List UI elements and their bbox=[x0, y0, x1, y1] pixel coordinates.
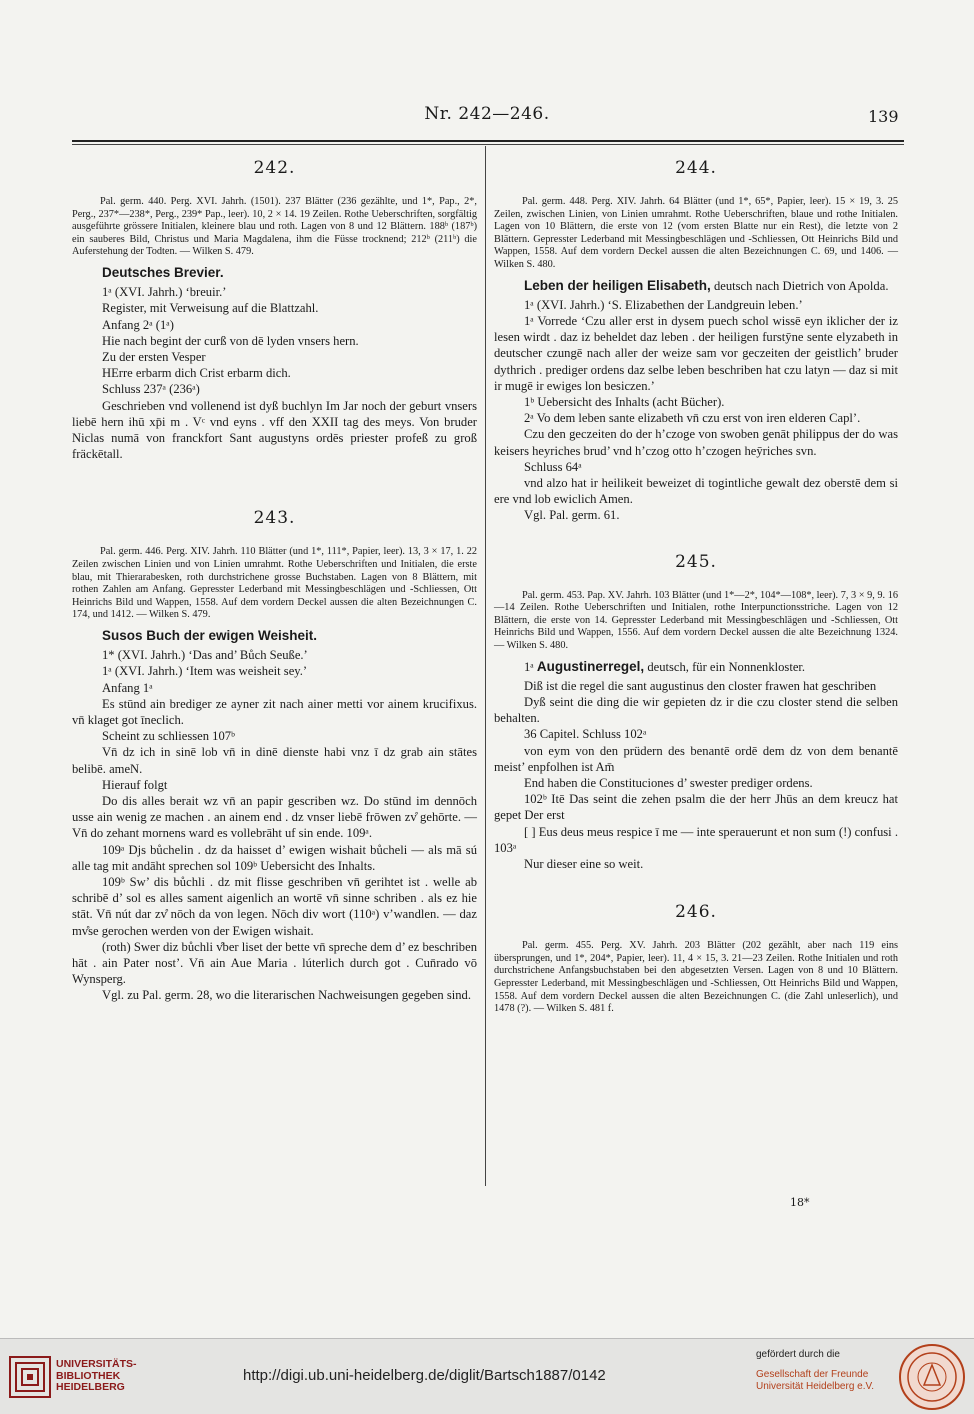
entry-243-line: 1ᵃ (XVI. Jahrh.) ‘Item was weisheit sey.’ bbox=[102, 664, 308, 679]
library-name-line: BIBLIOTHEK bbox=[56, 1369, 121, 1382]
entry-243-line: (roth) Swer diz bůchli v̊ber liset der bette vn̄ spreche dem d’ ez beschriben hāt . ain Pater nost’. Vn̄ ain Aue Maria . lúterlich durch got . Cun̄rado vō Wynsperg. bbox=[72, 939, 477, 987]
entry-242-line: HErre erbarm dich Crist erbarm dich. bbox=[102, 366, 291, 381]
running-title: Nr. 242—246. bbox=[424, 104, 550, 124]
entry-245-line: von eym von den prüdern des benantē ordē dem dz von dem benantē meist’ enpfolhen ist Am̄ bbox=[494, 743, 898, 774]
entry-244-title: Leben der heiligen Elisabeth, bbox=[524, 277, 711, 293]
entry-243-line: Anfang 1ᵃ bbox=[102, 680, 153, 695]
entry-245-description: Pal. germ. 453. Pap. XV. Jahrh. 103 Blätter (und 1*—2*, 104*—108*, leer). 7, 3 × 9, 9. 16—14 Zeilen. Rothe Ueberschriften und Initialen, rothe Interpunctionsstriche. Lagen von 12 Blättern, die erste von 14. Gepresster Lederband mit Messingbeschlägen und -Schliessen, Ott Heinrichs Bild und Wappen, 1556. Auf dem vordern Deckel aussen die alte Bezeichnung 1324. — Wilken S. 480. bbox=[494, 589, 898, 651]
entry-242-line: Hie nach begint der curß von dē lyden vnsers hern. bbox=[102, 333, 359, 348]
entry-244-line: 2ᵃ Vo dem leben sante elizabeth vn̄ czu erst von iren elderen Capl’. bbox=[524, 411, 861, 426]
entry-243-title: Susos Buch der ewigen Weisheit. bbox=[102, 627, 318, 643]
entry-245-heading bbox=[494, 659, 898, 675]
entry-245-title: Augustinerregel, bbox=[536, 658, 645, 674]
entry-245-line: Nur dieser eine so weit. bbox=[524, 857, 644, 872]
entry-243-line: Vn̄ dz ich in sinē lob vn̄ in dinē dienste habi vnz ī dz grab ain stātes belibē. ameN. bbox=[72, 745, 477, 776]
entry-243-line: Do dis alles berait wz vn̄ an papir gescriben wz. Do stūnd im dennōch usse ain wenig ze machen . an ainem end . dz vnser liebē frōwen zv̊ gehōrte. — Vn̄ do zehant mornens ward es vollebrāht uf sin ende. 109ᵃ. bbox=[72, 794, 477, 841]
entry-number-243: 243. bbox=[253, 508, 296, 529]
entry-245-title-rest: deutsch, für ein Nonnenkloster. bbox=[644, 659, 806, 674]
entry-242-line: Zu der ersten Vesper bbox=[102, 349, 206, 364]
entry-243-description: Pal. germ. 446. Perg. XIV. Jahrh. 110 Blätter (und 1*, 111*, Papier, leer). 13, 3 × 17, 1. 22 Zeilen zwischen Linien und von Linien umrahmt. Rothe Ueberschriften und Initialen, die erste blau, mit Thierarabesken, roth durchstrichene grosse Buchstaben. Lagen von 8 Blättern, mit rothen Zahlen am Anfang. Gepresster Lederband mit Messingbeschlägen und -Schliessen, Ott Heinrichs Bild und Wappen, 1558. Auf dem vordern Deckel aussen die alten Bezeichnungen C. 174, und 1412. — Wilken S. 479. bbox=[72, 546, 477, 621]
entry-245-line: Dyß seint die ding die wir gepieten dz ir die czu closter stend die selben behalten. bbox=[494, 694, 898, 726]
entry-242-line: 1ᵃ (XVI. Jahrh.) ‘breuir.’ bbox=[102, 285, 227, 300]
entry-245-title-prefix: 1ᵃ bbox=[524, 659, 537, 674]
entry-242-line: Register, mit Verweisung auf die Blattzahl. bbox=[102, 301, 319, 316]
entry-number-246: 246. bbox=[675, 902, 717, 923]
digitization-footer bbox=[0, 1338, 974, 1414]
header-rule bbox=[72, 140, 904, 142]
entry-245-line: 102ᵇ Itē Das seint die zehen psalm die der herr Jhūs an dem kreucz hat gepet Der erst bbox=[494, 792, 898, 823]
header-rule-thin bbox=[72, 144, 904, 145]
entry-243-line: 109ᵇ Sw’ dis bůchli . dz mit flisse geschriben vn̄ gerihtet ist . welle ab schribē d’ sol es alles sament aigenlich an wortē vn̄ sinne schriben . als ez hie stāt. Vn̄ nút dar zv̊ nōch da von legen. Nōch div wort (110ᵃ) v’wandlen. — daz mv̊se gerochen werden von der Ewigen wishait. bbox=[72, 875, 477, 938]
entry-243-line: 1* (XVI. Jahrh.) ‘Das and’ Bůch Seuße.’ bbox=[102, 648, 308, 663]
right-column bbox=[494, 148, 898, 1022]
entry-244-line: 1ᵃ Vorrede ‘Czu aller erst in dysem puech schol wissē eyn iklicher der iz lesen wirdt . daz iz beheldet daz leben . der heiligen furstȳne sente elyzabeth in deutscher czungē nach aller der weize sam vor geczeiten der geistlich’ bruder dythrich . prediger ordens daz selbe leben beschriben hat czu latyn — daz si mit ir mugē ir ewiges lon besiczen.’ bbox=[494, 313, 898, 393]
column-divider bbox=[485, 146, 486, 1186]
entry-244-line: Vgl. Pal. germ. 61. bbox=[524, 508, 620, 523]
entry-244-title-rest: deutsch nach Dietrich von Apolda. bbox=[710, 278, 889, 293]
entry-245-line: [ ] Eus deus meus respice ī me — inte sperauerunt et non sum (!) confusi . 103ᵃ bbox=[494, 824, 898, 855]
entry-245-line: End haben die Constituciones d’ swester prediger ordens. bbox=[524, 776, 813, 790]
entry-244-line: 1ᵇ Uebersicht des Inhalts (acht Bücher). bbox=[524, 394, 725, 409]
sponsor-name: Gesellschaft der Freunde bbox=[756, 1369, 869, 1380]
university-seal-icon bbox=[898, 1343, 966, 1411]
library-name-line: UNIVERSITÄTS- bbox=[56, 1358, 137, 1370]
entry-number-242: 242. bbox=[253, 158, 296, 178]
library-name-line: HEIDELBERG bbox=[56, 1381, 125, 1393]
signature-mark: 18* bbox=[790, 1196, 810, 1209]
entry-246-description: Pal. germ. 455. Perg. XV. Jahrh. 203 Blätter (202 gezählt, aber nach 119 eins übersprungen, und 1*, 204*, Papier, leer). 11, 4 × 15, 3. 21—23 Zeilen. Rothe Initialen und roth durchstrichene Anfangsbuchstaben bei den abgesetzten Versen. Lagen von 8 und 10 Blättern. Gepresster Lederband, mit Messingbeschlägen und -Schliessen, Ott Heinrichs Bild und Wappen, 1558. Auf dem vordern Deckel aussen die alten Bezeichnungen C. (die Zahl unleserlich), und 1478 (?). — Wilken S. 481 f. bbox=[494, 940, 898, 1015]
entry-242-description: Pal. germ. 440. Perg. XVI. Jahrh. (1501). 237 Blätter (236 gezählte, und 1*, Pap., 2*, Perg., 237*—238*, Perg., 239* Pap., leer). 10, 2 × 14. 19 Zeilen. Rothe Ueberschriften, sorgfältig ausgeführte grössere Initialen, kleinere blau und roth. Lagen von 8 und 12 Blättern. 188ᵇ (187ᵇ) ein sauberes Bild, Christus und Maria Magdalena, ihm die Füsse trocknend; 212ᵇ (211ᵇ) die Auferstehung der Todten. — Wilken S. 479. bbox=[72, 196, 477, 258]
entry-number-245: 245. bbox=[675, 551, 717, 572]
page-number: 139 bbox=[868, 107, 899, 126]
entry-243-line: Hierauf folgt bbox=[102, 777, 168, 792]
left-column bbox=[72, 148, 477, 1004]
entry-244-line: Schluss 64ᵃ bbox=[524, 459, 582, 474]
sponsor-credit bbox=[756, 1349, 874, 1393]
entry-242-line: Anfang 2ᵃ (1ᵃ) bbox=[102, 317, 174, 332]
entry-244-description: Pal. germ. 448. Perg. XIV. Jahrh. 64 Blätter (und 1*, 65*, Papier, leer). 15 × 19, 3. 25 Zeilen, zwischen Linien, von Linien umrahmt. Rothe Ueberschriften, blaue und rothe Initialen. Lagen von 10 Blättern, die erste von 12 (vom ersten Blatte nur ein Rest), die letzte von 2 Blättern. Gepresster Lederband mit Messingbeschlägen und -Schliessen, Ott Heinrichs Bild und Wappen, 1558. Auf dem vordern Deckel aussen die alten Bezeichnungen C. 69, und 1406. — Wilken S. 480. bbox=[494, 196, 898, 270]
entry-244-line: 1ᵃ (XVI. Jahrh.) ‘S. Elizabethen der Landgreuin leben.’ bbox=[524, 297, 803, 312]
sponsor-intro: gefördert durch die bbox=[756, 1349, 840, 1360]
entry-244-heading bbox=[494, 278, 898, 294]
entry-243-line: 109ᵃ Djs bůchelin . dz da haisset d’ ewigen wishait bůcheli — als mā sú alle tag mit andāht sprechen sol 109ᵇ Uebersicht des Inhalts. bbox=[72, 842, 477, 873]
sponsor-name: Universität Heidelberg e.V. bbox=[756, 1381, 875, 1392]
entry-245-line: Diß ist die regel die sant augustinus den closter frawen hat geschriben bbox=[524, 678, 877, 693]
entry-243-line: Vgl. zu Pal. germ. 28, wo die literarischen Nachweisungen gegeben sind. bbox=[102, 988, 471, 1003]
entry-number-244: 244. bbox=[675, 158, 717, 178]
library-logo-icon bbox=[8, 1355, 52, 1399]
entry-242-line: Schluss 237ᵃ (236ᵃ) bbox=[102, 382, 200, 397]
library-name bbox=[56, 1359, 137, 1394]
entry-245-line: 36 Capitel. Schluss 102ᵃ bbox=[524, 727, 647, 742]
permalink-url[interactable]: http://digi.ub.uni-heidelberg.de/diglit/Bartsch1887/0142 bbox=[243, 1367, 606, 1384]
entry-243-line: Es stūnd ain brediger ze ayner zit nach ainer metti vor ainem krucifixus. vn̄ klaget got īneclich. bbox=[72, 696, 477, 727]
entry-244-line: vnd alzo hat ir heilikeit beweizet di togintliche gewalt dez oberstē dem si ere vnd lob ewiclich Amen. bbox=[494, 476, 898, 507]
entry-244-line: Czu den geczeiten do der h’czoge von swoben genāt philippus der do was keisers heyriches brud’ vnd h’czog otto h’czogen heȳriches svn. bbox=[494, 427, 898, 458]
entry-243-line: Scheint zu schliessen 107ᵇ bbox=[102, 729, 235, 744]
entry-242-title: Deutsches Brevier. bbox=[102, 264, 224, 280]
entry-242-line: Geschrieben vnd vollenend ist dyß buchlyn Im Jar noch der geburt vnsers liebē hern ihū xp̄i m . Vᶜ vnd eyns . vff den XXII tag des meys. Von bruder Niclas numā von franckfort Sant augustyns ordēs priester profeß zu groß fräckētall. bbox=[72, 398, 477, 462]
